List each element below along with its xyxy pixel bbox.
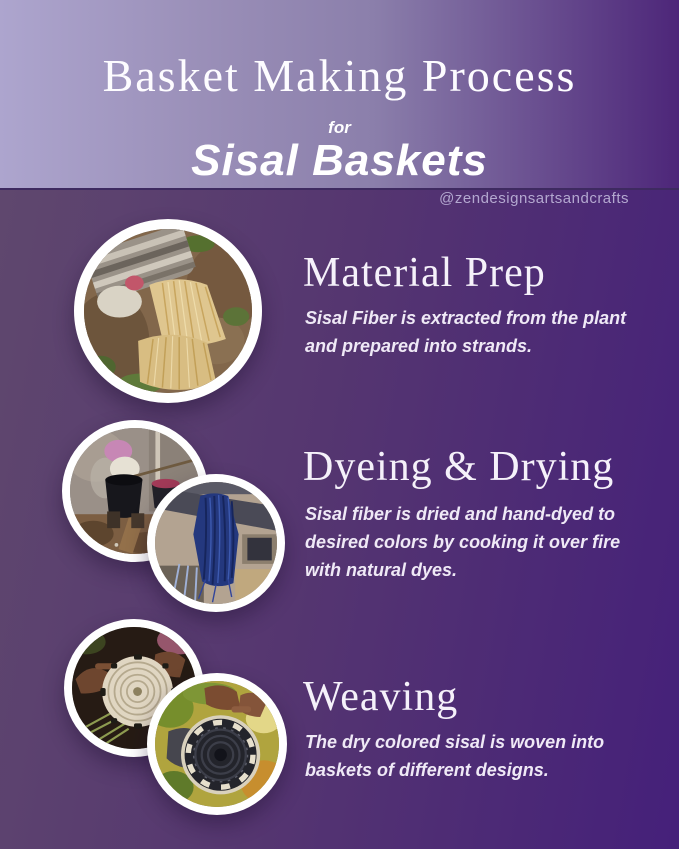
section-heading-material-prep: Material Prep (303, 250, 546, 296)
credit-handle: @zendesignsartsandcrafts (439, 190, 629, 207)
blue-dyed-fiber-drying-photo (147, 474, 285, 612)
sisal-fiber-illustration (84, 229, 252, 393)
section-heading-dyeing-drying: Dyeing & Drying (303, 444, 615, 490)
poster-title: Basket Making Process (102, 50, 577, 101)
sisal-fiber-extraction-photo (74, 219, 262, 403)
dark-basket-illustration (155, 681, 279, 807)
poster-subtitle: Sisal Baskets (191, 136, 488, 185)
title-connector: for (328, 118, 351, 137)
section-heading-weaving: Weaving (303, 674, 459, 720)
header-banner (0, 0, 679, 190)
section-description-weaving: The dry colored sisal is woven into baskets of different designs. (305, 732, 605, 780)
weaving-dark-coiled-basket-photo (147, 673, 287, 815)
blue-fiber-illustration (155, 482, 277, 604)
section-description-material-prep: Sisal Fiber is extracted from the plant and prepared into strands. (305, 308, 627, 356)
section-description-dyeing-drying: Sisal fiber is dried and hand-dyed to desired colors by cooking it over fire with natural dyes. (305, 504, 621, 580)
